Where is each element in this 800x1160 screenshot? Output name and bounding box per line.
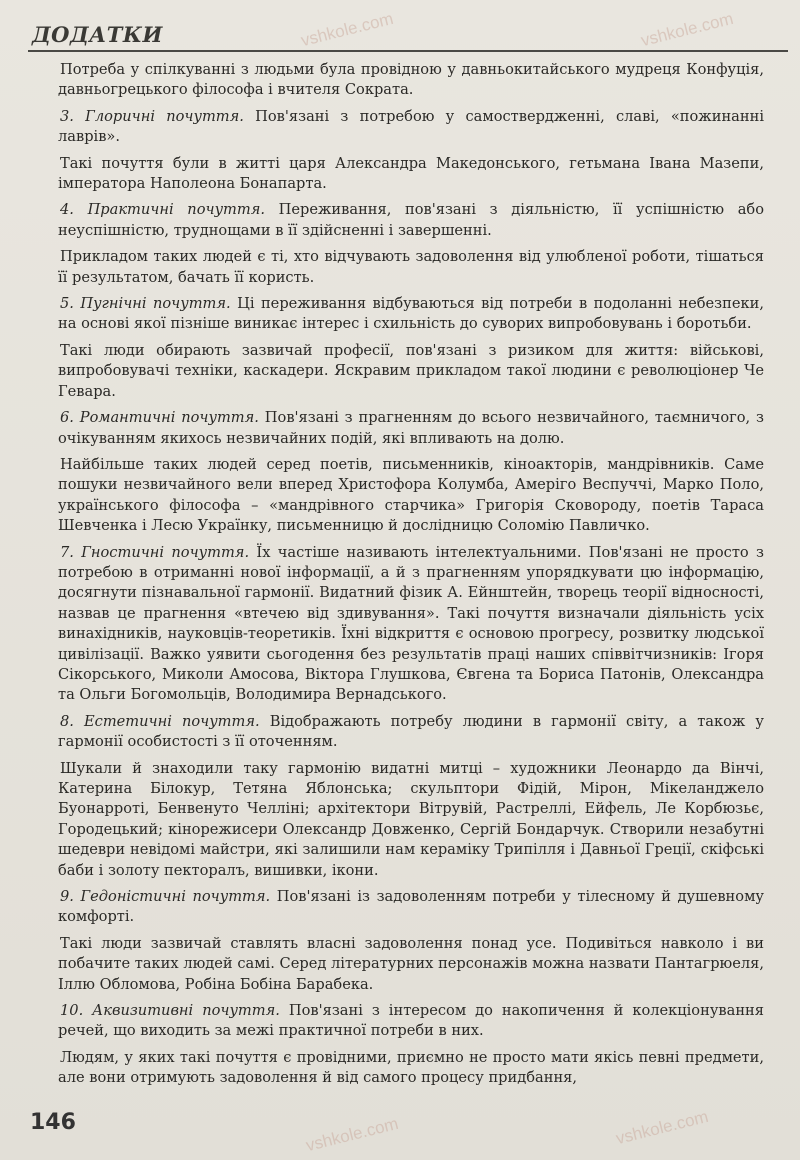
paragraph-text: Відображають потребу людини в гармонії світу, а також у гармонії особистості з її оточенням. bbox=[58, 712, 764, 751]
body-text bbox=[58, 60, 764, 1095]
paragraph-lead: 7. Гностичні почуття. bbox=[60, 543, 250, 561]
paragraph-text: Людям, у яких такі почуття є провідними, приємно не просто мати якісь певні предмети, але вони отримують задоволення й від самого процесу придбання, bbox=[58, 1048, 764, 1087]
watermark: vshkole.com bbox=[303, 1113, 401, 1156]
paragraph-lead: 10. Аквизитивні почуття. bbox=[60, 1002, 280, 1020]
paragraph bbox=[58, 60, 764, 101]
paragraph-text: Ці переживання відбуваються від потреби в подоланні небезпеки, на основі якої пізніше виникає інтерес і схильність до суворих випробовувань і боротьби. bbox=[58, 295, 764, 333]
paragraph-text: Такі люди обирають зазвичай професії, пов'язані з ризиком для життя: військові, випробовувачі техніки, каскадери. Яскравим прикладом такої людини є революціонер Че Гевара. bbox=[58, 341, 764, 400]
paragraph-lead: 5. Пугнічні почуття. bbox=[60, 295, 231, 313]
paragraph bbox=[58, 887, 764, 928]
paragraph bbox=[58, 934, 764, 995]
paragraph-text: Пов'язані з прагненням до всього незвичайного, таємничого, з очікуванням якихось незвичайних подій, які впливають на долю. bbox=[58, 409, 764, 447]
paragraph-text: Шукали й знаходили таку гармонію видатні митці – художники Леонардо да Вінчі, Катерина Білокур, Тетяна Яблонська; скульптори Фідій, Мірон, Мікеланджело Буонарроті, Бенвенуто Челліні; архітектори Вітрувій, Растреллі, Ейфель, Ле Корбюзьє, Городецький; кінорежисери Олександр Довженко, Сергій Бондарчук. Створили незабутні шедеври невідомі майстри, які залишили нам кераміку Трипілля і Давньої Греції, скіфські баби і золоту пекторалъ, вишивки, ікони. bbox=[58, 759, 764, 879]
paragraph-lead: 6. Романтичні почуття. bbox=[60, 409, 259, 427]
paragraph-lead: 3. Глоричні почуття. bbox=[60, 107, 244, 125]
paragraph-text: Найбільше таких людей серед поетів, письменників, кіноакторів, мандрівників. Саме пошуки незвичайного вели вперед Христофора Колумба, Амеріго Веспуччі, Марко Поло, українського філософа – «мандрівного старчика» Григорія Сковороду, поетів Тараса Шевченка і Лесю Українку, письменницю й дослідницю Соломію Павличко. bbox=[58, 455, 764, 535]
paragraph-lead: 8. Естетичні почуття. bbox=[60, 712, 260, 730]
section-title: ДОДАТКИ bbox=[32, 22, 163, 47]
paragraph-lead: 9. Гедоністичні почуття. bbox=[60, 888, 271, 906]
paragraph bbox=[58, 341, 764, 402]
page-header bbox=[28, 22, 788, 52]
paragraph bbox=[58, 455, 764, 537]
paragraph-text: Прикладом таких людей є ті, хто відчувають задоволення від улюбленої роботи, тішаться її результатом, бачать її користь. bbox=[58, 248, 764, 286]
paragraph bbox=[58, 408, 764, 449]
paragraph bbox=[58, 1001, 764, 1042]
paragraph bbox=[58, 154, 764, 195]
paragraph bbox=[58, 759, 764, 881]
paragraph bbox=[58, 1048, 764, 1089]
paragraph bbox=[58, 200, 764, 241]
paragraph-text: Пов'язані із задоволенням потреби у тілесному й душевному комфорті. bbox=[58, 888, 765, 926]
watermark: vshkole.com bbox=[613, 1106, 711, 1149]
paragraph-text: Пов'язані з потребою у самоствердженні, славі, «пожинанні лаврів». bbox=[58, 107, 765, 146]
paragraph bbox=[58, 543, 764, 706]
paragraph bbox=[58, 247, 764, 288]
page-number: 146 bbox=[30, 1110, 76, 1135]
watermark: vshkole.com bbox=[638, 8, 736, 51]
paragraph-text: Такі почуття були в житті царя Александра Македонського, гетьмана Івана Мазепи, імператора Наполеона Бонапарта. bbox=[58, 154, 764, 193]
paragraph bbox=[58, 294, 764, 335]
paragraph bbox=[58, 107, 764, 148]
paragraph-lead: 4. Практичні почуття. bbox=[60, 201, 266, 219]
paragraph-text: Пов'язані з інтересом до накопичення й колекціонування речей, що виходить за межі практичної потреби в них. bbox=[58, 1002, 764, 1040]
paragraph-text: Потреба у спілкуванні з людьми була провідною у давньокитайського мудреця Конфуція, давньогрецького філософа і вчителя Сократа. bbox=[58, 61, 764, 99]
paragraph-text: Такі люди зазвичай ставлять власні задоволення понад усе. Подивіться навколо і ви побачите таких людей самі. Серед літературних персонажів можна назвати Пантагрюеля, Іллю Обломова, Робіна Бобіна Барабека. bbox=[58, 934, 764, 993]
paragraph-text: Переживання, пов'язані з діяльністю, її успішністю або неуспішністю, труднощами в її здійсненні і завершенні. bbox=[58, 201, 764, 239]
paragraph bbox=[58, 712, 764, 753]
paragraph-text: Їх частіше називають інтелектуальними. Пов'язані не просто з потребою в отриманні нової інформації, а й з прагненням упорядкувати цю інформацію, досягнути пізнавальної гармонії. Видатний фізик А. Ейнштейн, творець теорії відносності, назвав це прагнення «втечею від здивування». Такі почуття визначали діяльність усіх винахідників, науковців-теоретиків. Їхні відкриття є основою прогресу, розвитку людської цивілізації. Важко уявити сьогодення без результатів праці наших співвітчизників: Ігоря Сікорського, Миколи Амосова, Віктора Глушкова, Євгена та Бориса Патонів, Олександра та Ольги Богомольців, Володимира Вернадського. bbox=[58, 543, 764, 704]
watermark: vshkole.com bbox=[298, 8, 396, 51]
header-divider bbox=[28, 50, 788, 52]
